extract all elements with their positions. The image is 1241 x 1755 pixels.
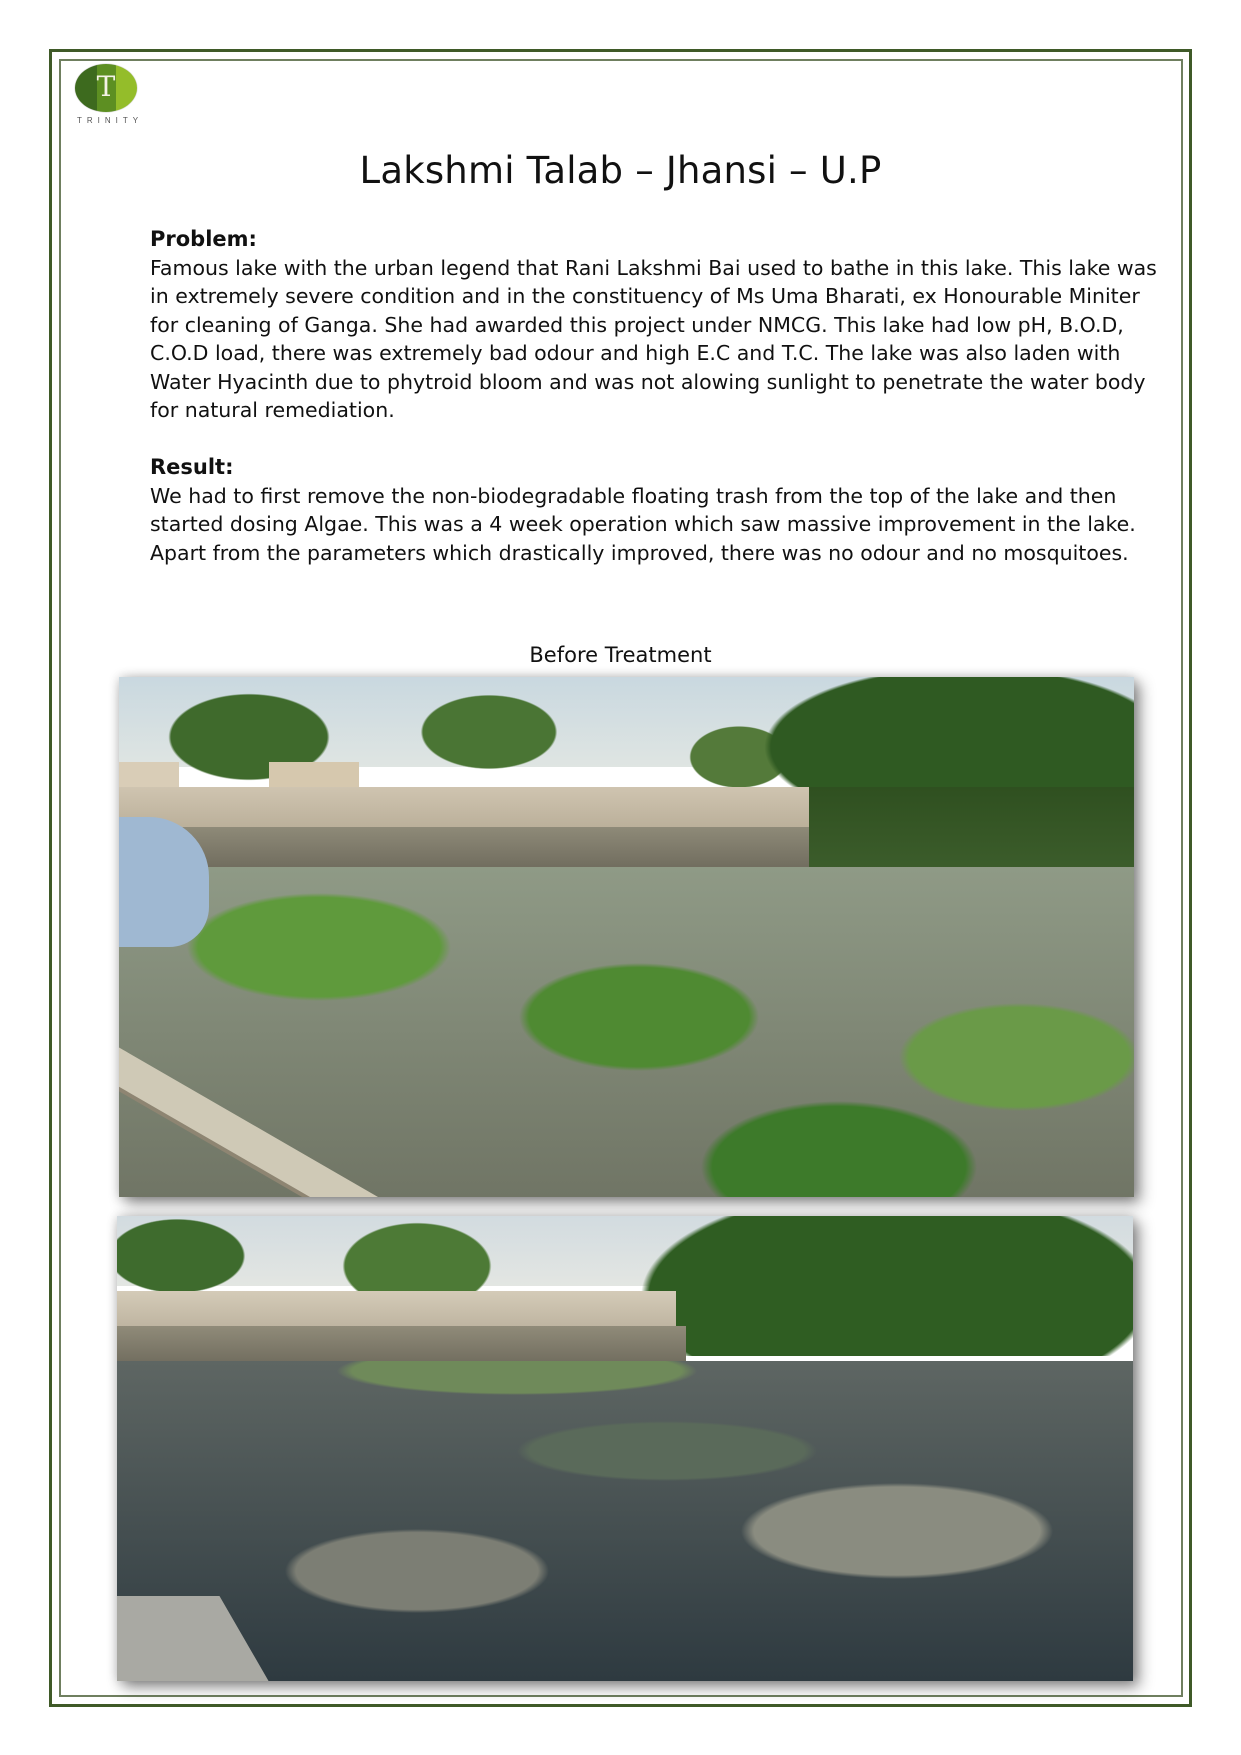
problem-section (150, 225, 1160, 425)
stone-wall (119, 827, 830, 872)
problem-body: Famous lake with the urban legend that Rani Lakshmi Bai used to bathe in this lake. This lake was in extremely severe condition and in the constituency of Ms Uma Bharati, ex Honourable Miniter for cleaning of Ganga. She had awarded this project under NMCG. This lake had low pH, B.O.D, C.O.D load, there was extremely bad odour and high E.C and T.C. The lake was also laden with Water Hyacinth due to phytroid bloom and was not alowing sunlight to penetrate the water body for natural remediation. (150, 255, 1157, 422)
before-treatment-photo-1 (119, 677, 1134, 1197)
photo-caption: Before Treatment (529, 643, 712, 667)
stone-wall (117, 1326, 686, 1366)
logo-letter: T (96, 70, 116, 103)
logo-wordmark: TRINITY (76, 116, 144, 125)
result-section (150, 453, 1160, 567)
result-body: We had to first remove the non-biodegradable floating trash from the top of the lake and then started dosing Algae. This was a 4 week operation which saw massive improvement in the lake. Apart from the parameters which drastically improved, there was no odour and no mosquitoes. (150, 483, 1136, 565)
page-title: Lakshmi Talab – Jhansi – U.P (359, 148, 882, 192)
result-heading: Result: (150, 455, 234, 479)
polluted-water (117, 1361, 1133, 1681)
problem-heading: Problem: (150, 227, 257, 251)
trinity-logo (70, 64, 150, 128)
before-treatment-photo-2 (117, 1216, 1133, 1681)
